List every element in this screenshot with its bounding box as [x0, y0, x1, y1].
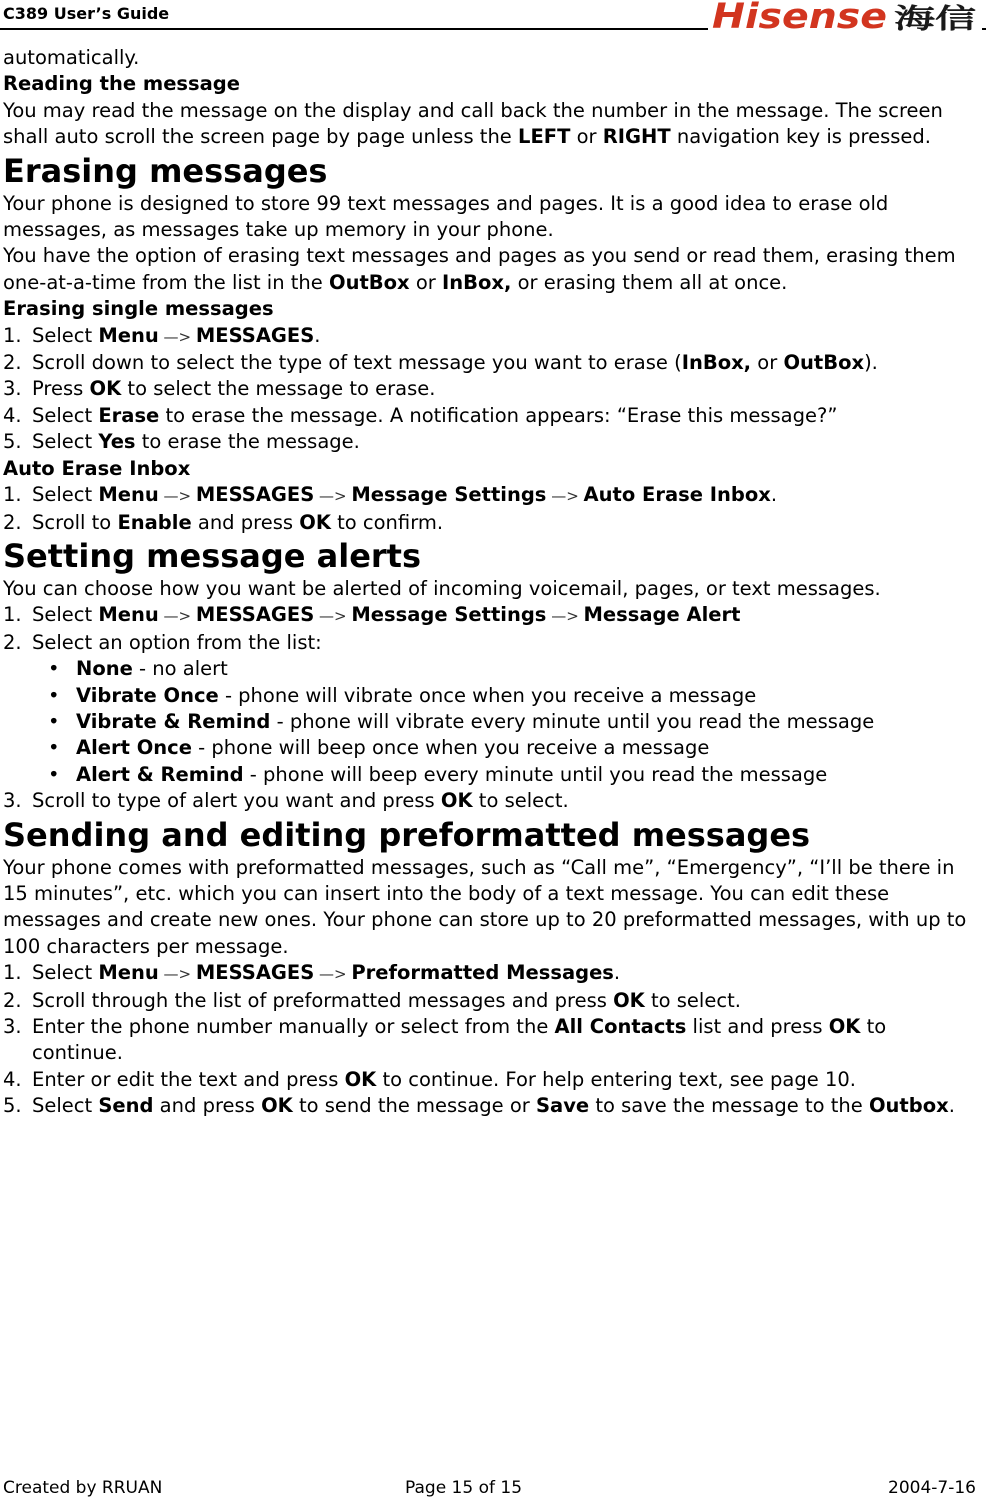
arrow-icon: —>: [158, 965, 196, 984]
bullet-item: • Alert Once - phone will beep once when you receive a message: [3, 735, 983, 761]
arrow-icon: —>: [314, 487, 352, 506]
page-header: [0, 0, 986, 32]
arrow-icon: —>: [314, 965, 352, 984]
logo-wordmark: Hisense: [712, 0, 887, 32]
list-item: 1. Select Menu —> MESSAGES —> Preformatted Messages.: [3, 961, 621, 985]
list-item: 3. Scroll to type of alert you want and press OK to select.: [3, 789, 569, 813]
list-item: 3. Press OK to select the message to erase.: [3, 377, 436, 401]
arrow-icon: —>: [158, 607, 196, 626]
heading-erasing-single: Erasing single messages: [3, 297, 274, 321]
list-item: 4. Select Erase to erase the message. A notification appears: “Erase this message?”: [3, 403, 838, 427]
list-item: 2. Select an option from the list:: [3, 630, 322, 654]
heading-preformatted: Sending and editing preformatted messages: [3, 815, 811, 854]
list-item: 1. Select Menu —> MESSAGES —> Message Settings —> Auto Erase Inbox.: [3, 483, 778, 507]
heading-alerts: Setting message alerts: [3, 536, 422, 575]
heading-erasing: Erasing messages: [3, 151, 328, 190]
list-item: 2. Scroll down to select the type of text message you want to erase (InBox, or OutBox).: [3, 351, 878, 375]
logo-cjk: 海信: [894, 4, 948, 32]
bullet-item: • Vibrate Once - phone will vibrate once when you receive a message: [3, 683, 983, 709]
preformatted-intro: Your phone comes with preformatted messages, such as “Call me”, “Emergency”, “I’ll be there in 15 minutes”, etc. which you can insert into the body of a text message. You can edit these messages and create new ones. Your phone can store up to 20 preformatted messages, with up to 100 characters per message.: [3, 855, 967, 958]
footer-page-number: Page 15 of 15: [405, 1478, 523, 1498]
heading-reading: Reading the message: [3, 72, 240, 96]
bullet-icon: •: [48, 709, 60, 733]
bullet-item: • None - no alert: [3, 656, 983, 682]
page-body: [3, 45, 983, 1120]
list-item: 2. Scroll to Enable and press OK to confirm.: [3, 510, 444, 534]
lead-text: automatically.: [3, 46, 140, 69]
list-item: 3. Enter the phone number manually or select from the All Contacts list and press OK to continue.: [3, 1015, 887, 1065]
list-item: 5. Select Yes to erase the message.: [3, 430, 360, 454]
bullet-icon: •: [48, 736, 60, 760]
arrow-icon: —>: [314, 607, 352, 626]
bullet-icon: •: [48, 683, 60, 707]
bullet-item: • Alert & Remind - phone will beep every minute until you read the message: [3, 762, 983, 788]
bullet-icon: •: [48, 657, 60, 681]
arrow-icon: —>: [158, 487, 196, 506]
bullet-icon: •: [48, 762, 60, 786]
list-item: 4. Enter or edit the text and press OK to continue. For help entering text, see page 10.: [3, 1067, 856, 1091]
bullet-item: • Vibrate & Remind - phone will vibrate every minute until you read the message: [3, 709, 983, 735]
footer-author: Created by RRUAN: [3, 1478, 163, 1498]
arrow-icon: —>: [546, 607, 584, 626]
heading-auto-erase: Auto Erase Inbox: [3, 456, 191, 480]
arrow-icon: —>: [546, 487, 584, 506]
list-item: 2. Scroll through the list of preformatted messages and press OK to select.: [3, 988, 741, 1012]
arrow-icon: —>: [158, 327, 196, 346]
reading-paragraph: You may read the message on the display and call back the number in the message. The screen shall auto scroll the screen page by page unless the LEFT or RIGHT navigation key is pressed.: [3, 98, 943, 149]
list-item: 5. Select Send and press OK to send the message or Save to save the message to the Outbox.: [3, 1094, 955, 1118]
list-item: 1. Select Menu —> MESSAGES —> Message Settings —> Message Alert: [3, 603, 741, 627]
document-title: C389 User’s Guide: [3, 4, 170, 23]
list-item: 1. Select Menu —> MESSAGES.: [3, 323, 321, 347]
alerts-intro: You can choose how you want be alerted of incoming voicemail, pages, or text messages.: [3, 576, 881, 600]
erasing-paragraph-2: You have the option of erasing text messages and pages as you send or read them, erasing them one-at-a-time from the list in the OutBox or InBox, or erasing them all at once.: [3, 244, 956, 294]
hisense-logo: [708, 0, 982, 32]
erasing-paragraph-1: Your phone is designed to store 99 text messages and pages. It is a good idea to erase old messages, as messages take up memory in your phone.: [3, 191, 889, 242]
footer-date: 2004-7-16: [888, 1478, 976, 1498]
